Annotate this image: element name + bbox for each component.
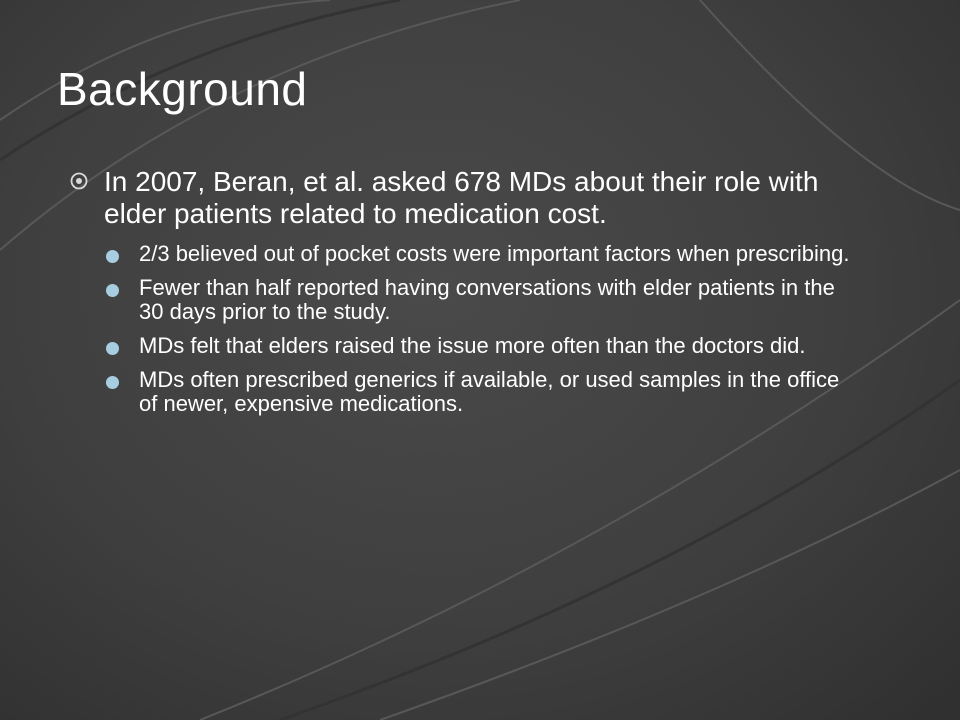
- bullet-dot-icon: [106, 250, 119, 263]
- sub-bullet-text: 2/3 believed out of pocket costs were important factors when prescribing.: [139, 241, 850, 266]
- bullet-dot-icon: [106, 376, 119, 389]
- bullet-dot-icon: [106, 342, 119, 355]
- main-bullet: [70, 166, 850, 230]
- slide-title: Background: [57, 63, 308, 115]
- sub-bullet: [106, 368, 850, 416]
- sub-bullet-text: MDs often prescribed generics if available, or used samples in the office of newer, expensive medications.: [139, 367, 840, 416]
- sub-bullet: [106, 242, 850, 266]
- sub-bullet-list: [70, 242, 850, 416]
- main-bullet-text: In 2007, Beran, et al. asked 678 MDs about their role with elder patients related to medication cost.: [104, 166, 819, 229]
- slide-body: [70, 166, 850, 426]
- sub-bullet: [106, 334, 850, 358]
- target-circle-icon: [70, 172, 88, 190]
- sub-bullet: [106, 276, 850, 324]
- sub-bullet-text: Fewer than half reported having conversations with elder patients in the 30 days prior to the study.: [139, 275, 835, 324]
- sub-bullet-text: MDs felt that elders raised the issue more often than the doctors did.: [139, 333, 806, 358]
- bullet-dot-icon: [106, 284, 119, 297]
